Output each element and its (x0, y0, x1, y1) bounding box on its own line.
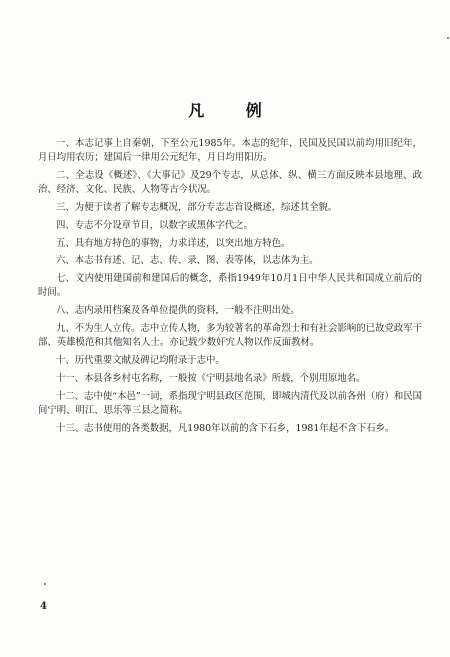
paragraph-7: 七、文内使用建国前和建国后的概念，系指1949年10月1日中华人民共和国成立前后的时间。 (38, 273, 422, 299)
document-body (38, 137, 422, 439)
paragraph-11: 十一、本县各乡村屯名称，一般按《宁明县地名录》所载，个别用原地名。 (56, 372, 366, 384)
scan-speck (44, 583, 46, 585)
paragraph-10: 十、历代重要文献及碑记均附录于志中。 (56, 354, 225, 366)
page-number: 4 (40, 601, 47, 612)
paragraph-8: 八、志内录用档案及各单位提供的资料，一般不注明出处。 (56, 305, 300, 317)
paragraph-5: 五、具有地方特色的事物，力求详述，以突出地方特色。 (56, 237, 291, 249)
paragraph-4: 四、专志不分设章节目，以数字或黑体字代之。 (56, 219, 253, 231)
paragraph-3: 三、为便于读者了解专志概况，部分专志志首设概述，综述其全貌。 (56, 202, 338, 213)
page-title: 凡 例 (188, 101, 280, 120)
scan-speck (447, 37, 449, 39)
paragraph-13: 十三、志书使用的各类数据，凡1980年以前的含下石乡，1981年起不含下石乡。 (56, 422, 395, 434)
paragraph-2: 二、全志设《概述》、《大事记》及29个专志，从总体、纵、横三方面反映本县地理、政治、经济、文化、民族、人物等古今状况。 (38, 170, 422, 196)
paragraph-9: 九、不为生人立传。志中立传人物，多为较著名的革命烈士和有社会影响的已故党政军干部、英雄模范和其他知名人士。亦记载少数奸宄人物以作反面教材。 (38, 322, 422, 349)
paragraph-6: 六、本志书有述、记、志、传、录、图、表等体，以志体为主。 (56, 255, 319, 267)
paragraph-12: 十二、志中使“本邑”一词，系指现宁明县政区范围，即城内清代及以前各州（府）和民国间宁明、明江、思乐等三县之简称。 (38, 390, 422, 416)
paragraph-1: 一、本志记事上自秦朝，下至公元1985年。本志的纪年，民国及民国以前均用旧纪年，月日均用农历；建国后一律用公元纪年，月日均用阳历。 (38, 138, 422, 164)
